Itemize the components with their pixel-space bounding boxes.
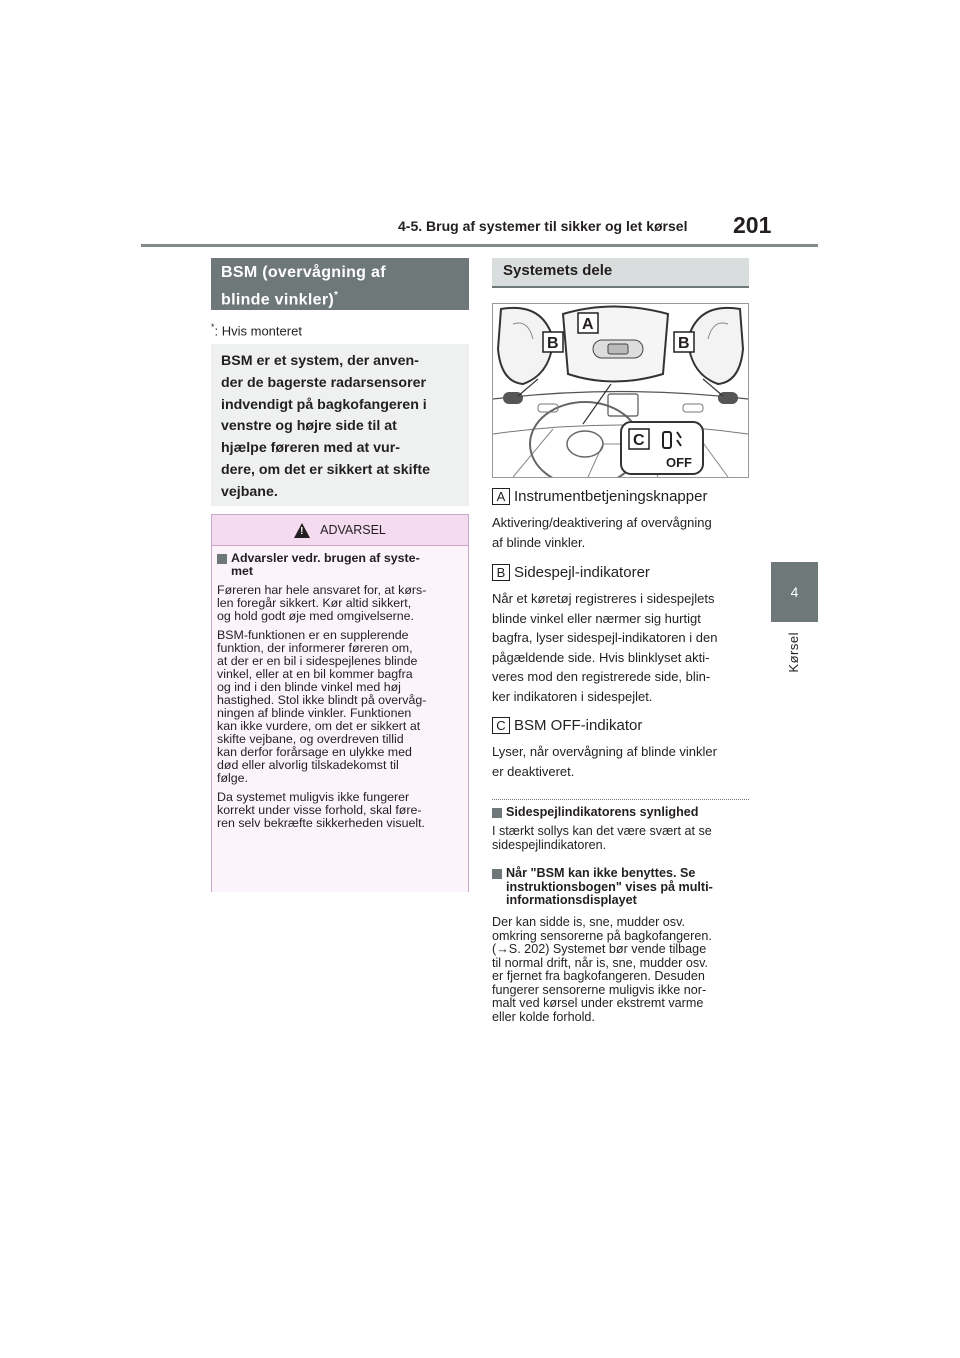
warning-paragraph: Føreren har hele ansvaret for, at kørs- len foregår sikkert. Kør altid sikkert, og hold godt øje med omgivelserne. <box>217 583 427 623</box>
warning-paragraph: BSM-funktionen er en supplerende funktion, der informerer føreren om, at der er en bil i sidespejlenes blinde vinkel, eller at en bil kommer bagfra og ind i den blinde vinkel med høj hastighed. Stol ikke blindt på overvåg- ningen af blinde vinkler. Funktionen kan ikke vurdere, om det er sikkert at skifte vejbane, og overdreven tillid kan derfor forårsage en ulykke med død eller alvorlig tilskadekomst til følge. <box>217 628 427 785</box>
item-letter-box: C <box>492 717 510 734</box>
chapter-tab <box>771 562 818 622</box>
bullet-square-icon <box>492 869 502 879</box>
item-c-heading <box>492 717 642 734</box>
item-b-description: Når et køretøj registreres i sidespejlets blinde vinkel eller nærmer sig hurtigt bagfra, lyser sidespejl-indikatoren i den pågældende side. Hvis blinklyset akti- veres mod den registrerede side, blin- ker indikatoren i sidespejlet. <box>492 591 718 704</box>
section-title <box>211 258 469 310</box>
header-rule <box>141 244 818 247</box>
intro-line: dere, om det er sikkert at skifte <box>221 461 430 478</box>
off-label: OFF <box>666 455 692 470</box>
chapter-header-title: 4-5. Brug af systemer til sikker og let kørsel <box>398 218 688 234</box>
figure-label-b-left: B <box>547 335 559 352</box>
warning-body <box>212 546 468 892</box>
note-text: Der kan sidde is, sne, mudder osv. omkring sensorerne på bagkofangeren. (→S. 202) Systemet bør vende tilbage til normal drift, når is, sne, mudder osv. er fjernet fra bagkofangeren. Desuden fungerer sensorerne muligvis ikke nor- malt ved kørsel under ekstremt varme eller kolde forhold. <box>492 915 712 1024</box>
warning-paragraph: Da systemet muligvis ikke fungerer korrekt under visse forhold, skal føre- ren selv bekræfte sikkerheden visuelt. <box>217 790 425 830</box>
item-a-description: Aktivering/deaktivering af overvågning af blinde vinkler. <box>492 515 712 550</box>
section-title-line1: BSM (overvågning af <box>221 264 386 281</box>
item-c-description: Lyser, når overvågning af blinde vinkler er deaktiveret. <box>492 744 717 779</box>
warning-triangle-icon: ! <box>294 523 310 538</box>
subsection-title: Systemets dele <box>492 258 749 288</box>
section-title-line2: blinde vinkler) <box>221 291 334 309</box>
note-heading: Når "BSM kan ikke benyttes. Se instruktionsbogen" vises på multi- informationsdisplayet <box>492 867 713 908</box>
item-a-heading <box>492 488 707 505</box>
intro-line: vejbane. <box>221 483 278 500</box>
item-title: BSM OFF-indikator <box>514 717 643 734</box>
notes-divider <box>492 799 749 800</box>
footnote-marker: * <box>211 322 215 332</box>
dashboard-illustration <box>492 303 749 478</box>
figure-label-b-right: B <box>678 335 690 352</box>
footnote <box>211 322 302 338</box>
intro-line: der de bagerste radarsensorer <box>221 374 427 391</box>
warning-box <box>211 514 469 892</box>
warning-heading: Advarsler vedr. brugen af syste- met <box>217 552 463 578</box>
warning-title: ADVARSEL <box>320 523 386 537</box>
page-number: 201 <box>733 212 772 238</box>
note-heading: Sidespejlindikatorens synlighed <box>492 806 698 820</box>
item-letter-box: B <box>492 564 510 581</box>
intro-line: venstre og højre side til at <box>221 418 397 435</box>
bullet-square-icon <box>492 808 502 818</box>
figure-label-a: A <box>582 316 594 333</box>
dashboard-drawing <box>493 304 748 477</box>
item-letter-box: A <box>492 488 510 505</box>
item-b-heading <box>492 564 650 581</box>
item-title: Sidespejl-indikatorer <box>514 564 650 581</box>
item-title: Instrumentbetjeningsknapper <box>514 488 708 505</box>
section-title-marker: * <box>333 290 339 301</box>
footnote-text: : Hvis monteret <box>214 323 302 339</box>
intro-line: hjælpe føreren med at vur- <box>221 440 400 457</box>
figure-label-c: C <box>633 432 645 449</box>
chapter-number: 4 <box>790 584 799 600</box>
chapter-tab-label: Kørsel <box>786 632 801 673</box>
bullet-square-icon <box>217 554 227 564</box>
intro-box <box>211 344 469 506</box>
note-text: I stærkt sollys kan det være svært at se sidespejlindikatoren. <box>492 824 712 852</box>
intro-line: BSM er et system, der anven- <box>221 353 419 369</box>
warning-header <box>212 515 468 546</box>
intro-line: indvendigt på bagkofangeren i <box>221 396 427 413</box>
